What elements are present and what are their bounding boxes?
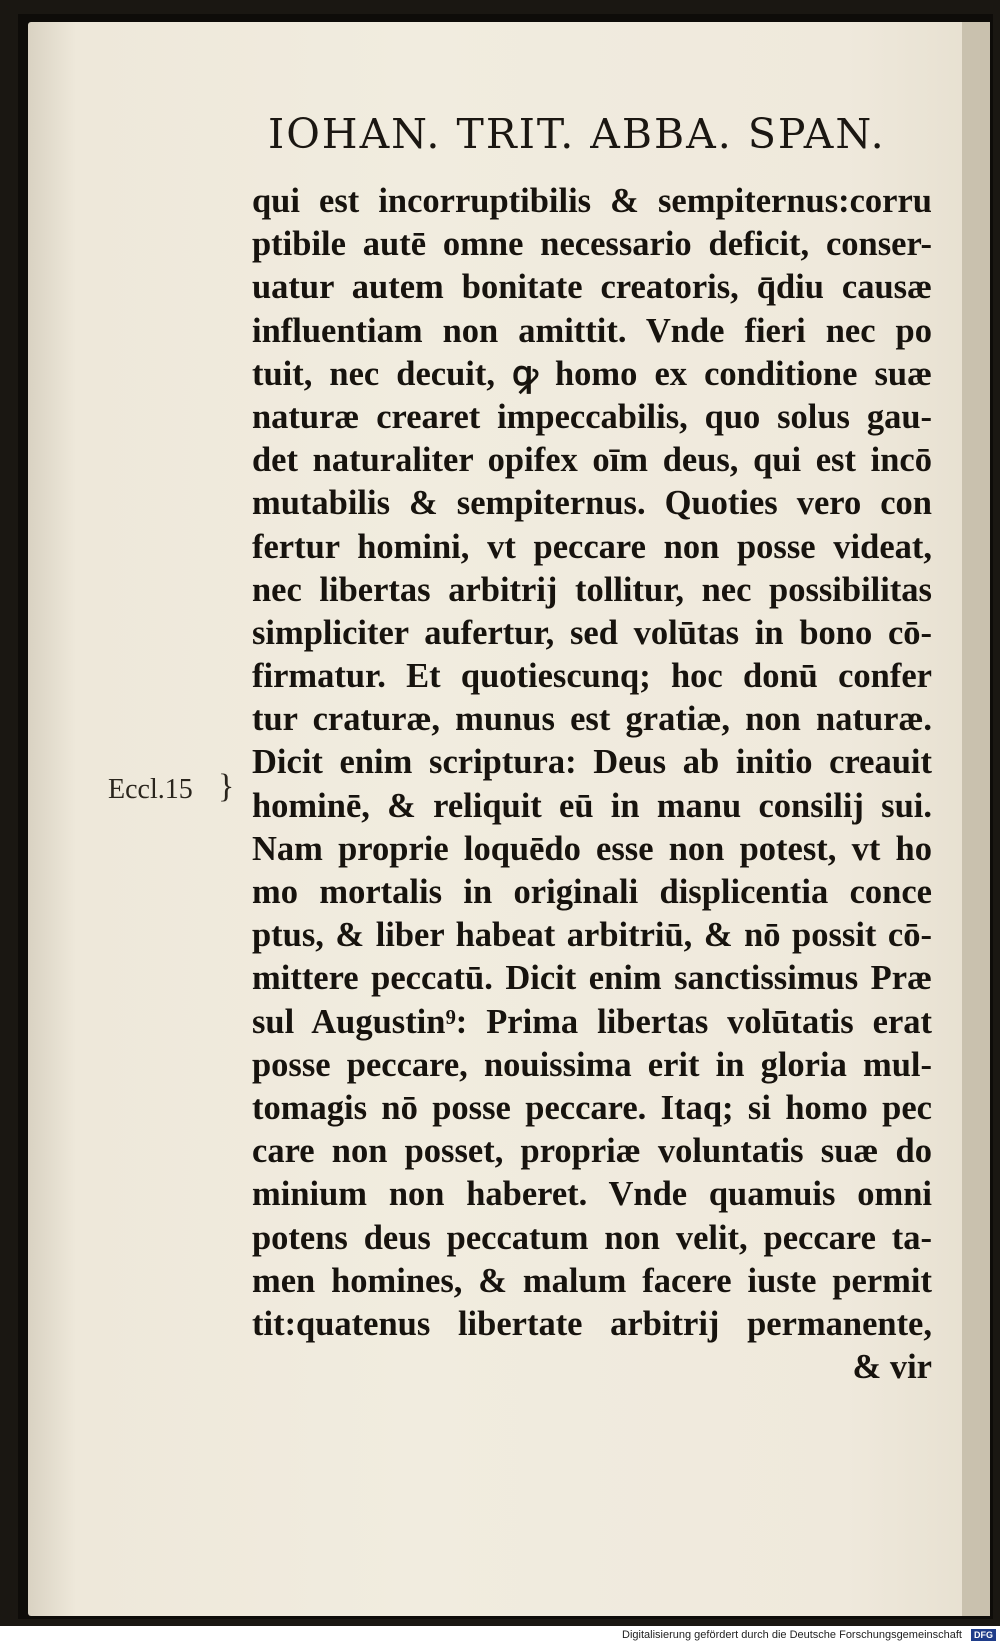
page-edge [962, 22, 990, 1616]
text-line: qui est incorruptibilis & sempiternus:corru [252, 182, 932, 220]
text-line: naturæ crearet impeccabilis, quo solus gau- [252, 397, 932, 436]
text-line: hominē, & reliquit eū in manu consilij sui. [252, 786, 932, 825]
text-line: mittere peccatū. Dicit enim sanctissimus Præ [252, 959, 932, 998]
dfg-logo: DFG [971, 1629, 996, 1641]
text-line: tur craturæ, munus est gratiæ, non naturæ. [252, 700, 932, 739]
text-line: minium non haberet. Vnde quamuis omni [252, 1175, 932, 1214]
catchword: & vir [852, 1348, 932, 1387]
funding-credit: Digitalisierung gefördert durch die Deutsche Forschungsgemeinschaft [622, 1629, 962, 1641]
text-line: Dicit enim scriptura: Deus ab initio creauit [252, 743, 932, 782]
text-line: Nam proprie loquēdo esse non potest, vt ho [252, 829, 932, 868]
text-line: posse peccare, nouissima erit in gloria mul- [252, 1045, 932, 1084]
text-line: det naturaliter opifex oīm deus, qui est incō [252, 441, 932, 480]
margin-bracket: } [218, 768, 235, 805]
margin-note: Eccl.15 [108, 774, 193, 805]
text-line: nec libertas arbitrij tollitur, nec possibilitas [252, 570, 932, 609]
text-line: potens deus peccatum non velit, peccare ta- [252, 1218, 932, 1257]
text-line: care non posset, propriæ voluntatis suæ do [252, 1132, 932, 1171]
body-text [252, 180, 952, 1389]
text-line: tit:quatenus libertate arbitrij permanente, [252, 1304, 932, 1343]
text-line: men homines, & malum facere iuste permit [252, 1261, 932, 1300]
text-line: simpliciter aufertur, sed volūtas in bono cō- [252, 613, 932, 652]
text-line: tuit, nec decuit, ꝙ homo ex conditione suæ [252, 354, 932, 393]
text-line: ptus, & liber habeat arbitriū, & nō possit cō- [252, 916, 932, 955]
running-head: IOHAN. TRIT. ABBA. SPAN. [268, 110, 886, 158]
text-line: tomagis nō posse peccare. Itaq; si homo pec [252, 1088, 932, 1127]
text-line: fertur homini, vt peccare non posse videat, [252, 527, 932, 566]
text-line: mo mortalis in originali displicentia conce [252, 873, 932, 911]
text-line: ptibile autē omne necessario deficit, conser- [252, 225, 932, 264]
text-line: sul Augustin⁹: Prima libertas volūtatis erat [252, 1002, 932, 1041]
text-line: mutabilis & sempiternus. Quoties vero con [252, 484, 932, 523]
text-line: influentiam non amittit. Vnde fieri nec po [252, 311, 932, 350]
text-line: firmatur. Et quotiescunq; hoc donū confer [252, 657, 932, 696]
text-line: uatur autem bonitate creatoris, q̄diu causæ [252, 268, 932, 307]
